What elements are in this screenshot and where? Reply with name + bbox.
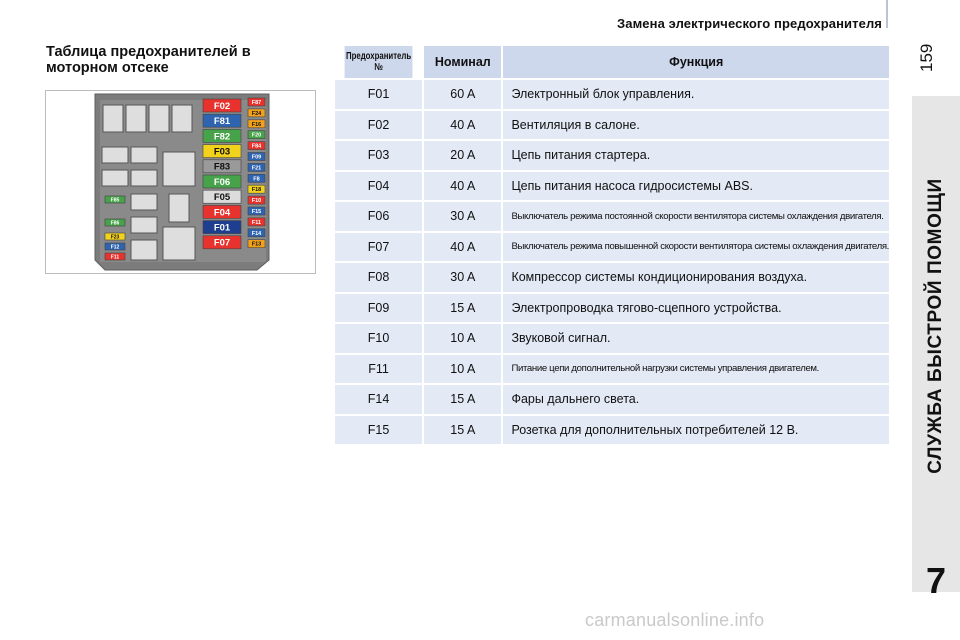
cell-function: Розетка для дополнительных потребителей 12 В. xyxy=(503,416,889,445)
fuse-f20 xyxy=(248,131,265,139)
fuse-label: F18 xyxy=(251,187,262,194)
table-row xyxy=(335,202,889,231)
fuse-label: F10 xyxy=(251,198,262,205)
fuse-f16 xyxy=(248,120,265,128)
cell-rating: 15 A xyxy=(424,416,501,445)
fuse-label: F02 xyxy=(213,100,231,112)
fuse-label: F11 xyxy=(251,219,262,226)
cell-fuse: F14 xyxy=(335,385,422,414)
fuse-f11 xyxy=(105,253,125,260)
cell-function: Звуковой сигнал. xyxy=(503,324,889,353)
cell-function: Выключатель режима постоянной скорости вентилятора системы охлаждения двигателя. xyxy=(503,202,889,231)
fuse-label: F16 xyxy=(251,121,262,128)
cell-function: Выключатель режима повышенной скорости вентилятора системы охлаждения двигателя. xyxy=(503,233,889,262)
section-title: Таблица предохранителей в моторном отсеке xyxy=(46,44,251,76)
cell-rating: 10 A xyxy=(424,324,501,353)
header-divider xyxy=(886,0,888,28)
fuse-f13 xyxy=(248,240,265,248)
fuse-label: F21 xyxy=(251,165,262,172)
fuse-label: F05 xyxy=(213,192,231,204)
fuse-label: F11 xyxy=(110,254,120,261)
cell-function: Цепь питания стартера. xyxy=(503,141,889,170)
fuse-f01 xyxy=(203,221,241,234)
fuse-label: F86 xyxy=(110,220,120,227)
fuse-label: F83 xyxy=(213,161,231,173)
fuse-f83 xyxy=(203,160,241,173)
table-row xyxy=(335,385,889,414)
chapter-title: СЛУЖБА БЫСТРОЙ ПОМОЩИ xyxy=(925,178,946,474)
cell-rating: 40 A xyxy=(424,233,501,262)
fuse-f10 xyxy=(248,196,265,204)
cell-function: Компрессор системы кондиционирования воздуха. xyxy=(503,263,889,292)
fuse-table xyxy=(333,44,891,446)
cell-fuse: F07 xyxy=(335,233,422,262)
page-header-title: Замена электрического предохранителя xyxy=(617,16,882,31)
cell-function: Фары дальнего света. xyxy=(503,385,889,414)
fuse-f07 xyxy=(203,236,241,249)
cell-rating: 15 A xyxy=(424,294,501,323)
fuse-f85 xyxy=(105,196,125,203)
fuse-label: F84 xyxy=(251,143,262,150)
col-header-fuse: Предохранитель № xyxy=(345,46,413,78)
table-row xyxy=(335,416,889,445)
cell-function: Электронный блок управления. xyxy=(503,80,889,109)
table-row xyxy=(335,294,889,323)
col-header-rating: Номинал xyxy=(424,46,501,78)
fuse-label: F85 xyxy=(110,197,120,204)
fuse-label: F06 xyxy=(213,176,231,188)
cell-rating: 60 A xyxy=(424,80,501,109)
chapter-number: 7 xyxy=(925,560,947,601)
table-row xyxy=(335,233,889,262)
table-row xyxy=(335,80,889,109)
page-number: 159 xyxy=(917,43,936,72)
cell-fuse: F09 xyxy=(335,294,422,323)
cell-fuse: F01 xyxy=(335,80,422,109)
fuse-label: F8 xyxy=(253,176,260,183)
cell-fuse: F02 xyxy=(335,111,422,140)
cell-rating: 30 A xyxy=(424,202,501,231)
cell-rating: 10 A xyxy=(424,355,501,384)
cell-rating: 30 A xyxy=(424,263,501,292)
fuse-f15 xyxy=(248,207,265,215)
table-row xyxy=(335,263,889,292)
fuse-f04 xyxy=(203,205,241,218)
cell-function: Цепь питания насоса гидросистемы ABS. xyxy=(503,172,889,201)
fuse-label: F14 xyxy=(251,230,262,237)
table-row xyxy=(335,324,889,353)
fuse-label: F03 xyxy=(213,146,231,158)
fuse-f86 xyxy=(105,219,125,226)
fuse-f23 xyxy=(105,233,125,240)
cell-fuse: F10 xyxy=(335,324,422,353)
cell-fuse: F03 xyxy=(335,141,422,170)
fuse-label: F87 xyxy=(251,99,262,106)
cell-function: Электропроводка тягово-сцепного устройства. xyxy=(503,294,889,323)
fuse-label: F23 xyxy=(110,234,120,241)
fuse-label: F12 xyxy=(110,244,120,251)
cell-function: Вентиляция в салоне. xyxy=(503,111,889,140)
cell-function: Питание цепи дополнительной нагрузки системы управления двигателем. xyxy=(503,355,889,384)
fuse-label: F01 xyxy=(213,222,231,234)
table-row xyxy=(335,141,889,170)
col-header-function: Функция xyxy=(503,46,889,78)
fuse-f81 xyxy=(203,114,241,127)
fuse-f14 xyxy=(248,229,265,237)
fuse-f8 xyxy=(248,174,265,182)
fuse-f21 xyxy=(248,163,265,171)
cell-fuse: F15 xyxy=(335,416,422,445)
cell-rating: 40 A xyxy=(424,111,501,140)
cell-fuse: F06 xyxy=(335,202,422,231)
table-header-row xyxy=(335,46,889,78)
cell-fuse: F04 xyxy=(335,172,422,201)
table-row xyxy=(335,355,889,384)
cell-rating: 20 A xyxy=(424,141,501,170)
chapter-side-tab xyxy=(912,96,960,592)
cell-fuse: F11 xyxy=(335,355,422,384)
fuse-f02 xyxy=(203,99,241,112)
cell-rating: 15 A xyxy=(424,385,501,414)
table-row xyxy=(335,172,889,201)
fuse-f82 xyxy=(203,129,241,142)
fuse-f06 xyxy=(203,175,241,188)
fuse-label: F13 xyxy=(251,241,262,248)
cell-rating: 40 A xyxy=(424,172,501,201)
fuse-label: F09 xyxy=(251,154,262,161)
fuse-f11 xyxy=(248,218,265,226)
fuse-label: F82 xyxy=(213,131,231,143)
fuse-label: F07 xyxy=(213,237,231,249)
fuse-f09 xyxy=(248,153,265,161)
fuse-label: F20 xyxy=(251,132,262,139)
fuse-f12 xyxy=(105,243,125,250)
fuse-label: F04 xyxy=(213,207,231,219)
fuse-f24 xyxy=(248,109,265,117)
fuse-label: F81 xyxy=(213,116,231,128)
fuse-label: F15 xyxy=(251,208,262,215)
fuse-box-diagram xyxy=(45,90,316,274)
watermark: carmanualsonline.info xyxy=(585,610,765,630)
cell-fuse: F08 xyxy=(335,263,422,292)
fuse-f84 xyxy=(248,142,265,150)
table-row xyxy=(335,111,889,140)
fuse-f03 xyxy=(203,145,241,158)
fuse-f18 xyxy=(248,185,265,193)
fuse-label: F24 xyxy=(251,110,262,117)
fuse-f87 xyxy=(248,98,265,106)
fuse-f05 xyxy=(203,190,241,203)
